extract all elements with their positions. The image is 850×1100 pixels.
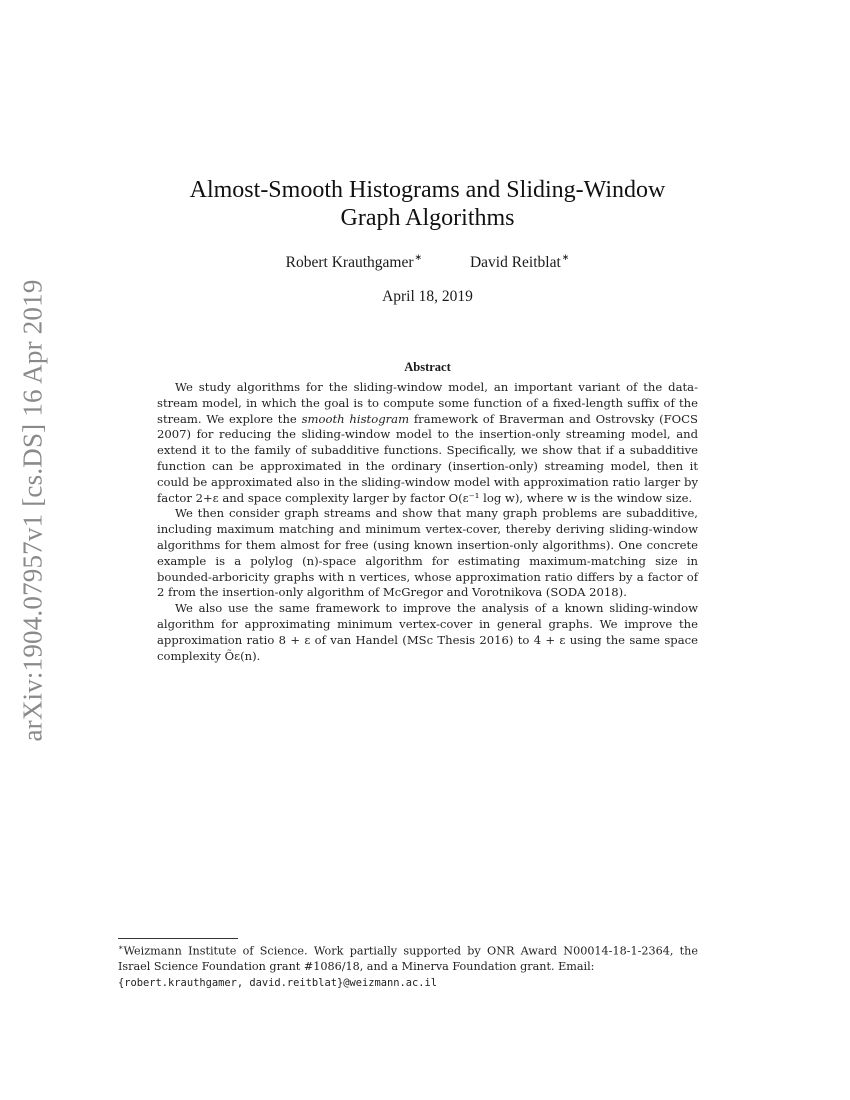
author-1 <box>286 254 422 271</box>
abstract-paragraph-1 <box>157 380 698 506</box>
paper-page <box>157 0 698 1100</box>
author-2 <box>470 254 569 271</box>
paper-date: April 18, 2019 <box>382 288 473 305</box>
abstract-p1-part-b: framework of Braverman and Ostrovsky (FOCS 2007) for reducing the sliding-window model to the insertion-only streaming model, and extend it to the family of subadditive functions. Specifically, we show that if a subadditive function can be approximated in the ordinary (insertion-only) streaming model, then it could be approximated also in the sliding-window model with approximation ratio larger by factor 2+ε and space complexity larger by factor O(ε⁻¹ log w), where w is the window size. <box>157 411 698 505</box>
author-1-name: Robert Krauthgamer <box>285 254 414 272</box>
abstract-paragraph-2: We then consider graph streams and show that many graph problems are subadditive, including maximum matching and minimum vertex-cover, thereby deriving sliding-window algorithms for them almost for free (using known insertion-only algorithms). One concrete example is a polylog (n)-space algorithm for estimating maximum-matching size in bounded-arboricity graphs with n vertices, whose approximation ratio differs by a factor of 2 from the insertion-only algorithm of McGregor and Vorotnikova (SODA 2018). <box>157 506 698 600</box>
footnote-mark: ∗ <box>118 943 124 952</box>
arxiv-identifier: arXiv:1904.07957v1 [cs.DS] 16 Apr 2019 <box>17 278 48 742</box>
author-2-footnote-mark: ∗ <box>561 252 570 262</box>
abstract-paragraph-3: We also use the same framework to improve the analysis of a known sliding-window algorithm for approximating minimum vertex-cover in general graphs. We improve the approximation ratio 8 + ε of van Handel (MSc Thesis 2016) to 4 + ε using the same space complexity Õε(n). <box>157 601 698 663</box>
author-1-footnote-mark: ∗ <box>414 252 423 262</box>
arxiv-side-stamp <box>13 270 53 750</box>
footnote-rule <box>118 938 238 939</box>
abstract-p1-emphasis: smooth histogram <box>301 411 410 426</box>
footnote-text: Weizmann Institute of Science. Work partially supported by ONR Award N00014-18-1-2364, the Israel Science Foundation grant #1086/18, and a Minerva Foundation grant. Email: <box>118 944 698 974</box>
abstract-heading: Abstract <box>404 360 451 374</box>
paper-title: Almost-Smooth Histograms and Sliding-Window Graph Algorithms <box>189 177 666 231</box>
abstract-body <box>157 380 698 664</box>
footnote-email: {robert.krauthgamer, david.reitblat}@weizmann.ac.il <box>118 976 438 989</box>
author-2-name: David Reitblat <box>469 254 561 272</box>
author-list <box>157 253 698 272</box>
footnote <box>118 940 698 991</box>
abstract-p1-part-a: We study algorithms for the sliding-window model, an important variant of the data-stream model, in which the goal is to compute some function of a fixed-length suffix of the stream. We explore the <box>157 380 698 426</box>
